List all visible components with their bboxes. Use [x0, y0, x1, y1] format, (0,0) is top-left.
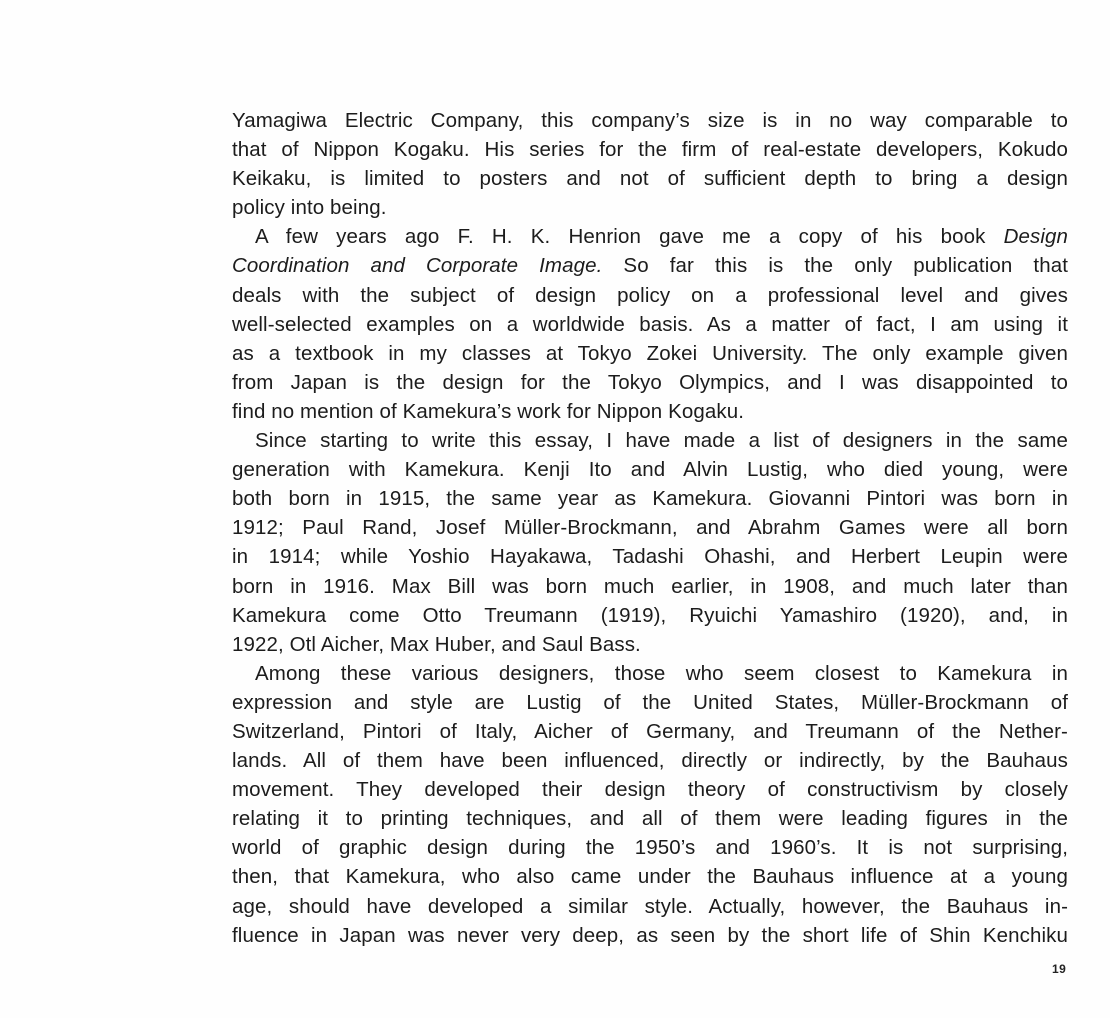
- text-line: in 1914; while Yoshio Hayakawa, Tadashi Ohashi, and Herbert Leupin were: [232, 545, 1068, 569]
- paragraph-4: [232, 659, 1068, 950]
- text-line: Among these various designers, those who seem closest to Kamekura in: [255, 661, 1068, 685]
- text-line: Since starting to write this essay, I have made a list of designers in the same: [255, 429, 1068, 453]
- text-line: Yamagiwa Electric Company, this company’s size is in no way comparable to: [232, 109, 1068, 132]
- text-line: relating it to printing techniques, and all of them were leading figures in the: [232, 807, 1068, 831]
- body-text: [232, 106, 1068, 950]
- text-line: age, should have developed a similar style. Actually, however, the Bauhaus in-: [232, 894, 1068, 918]
- text-line: fluence in Japan was never very deep, as seen by the short life of Shin Kenchiku: [232, 923, 1068, 947]
- text-line: 1912; Paul Rand, Josef Müller-Brockmann, and Abrahm Games were all born: [232, 516, 1068, 540]
- text-line: expression and style are Lustig of the United States, Müller-Brockmann of: [232, 690, 1068, 714]
- text-line: lands. All of them have been influenced, directly or indirectly, by the Bauhaus: [232, 749, 1068, 773]
- text-line: world of graphic design during the 1950’s and 1960’s. It is not surprising,: [232, 836, 1068, 860]
- book-title-italic: Coordination and Corporate Image.: [232, 254, 603, 278]
- text-line: Switzerland, Pintori of Italy, Aicher of Germany, and Treumann of the Nether-: [232, 719, 1068, 743]
- text-line: as a textbook in my classes at Tokyo Zokei University. The only example given: [232, 341, 1068, 365]
- book-title-italic: Design: [1003, 225, 1068, 249]
- text-line: that of Nippon Kogaku. His series for the firm of real-estate developers, Kokudo: [232, 138, 1068, 162]
- text-line: deals with the subject of design policy on a professional level and gives: [232, 283, 1068, 307]
- text-line: movement. They developed their design theory of constructivism by closely: [232, 778, 1068, 802]
- text-line: Coordination and Corporate Image. So far this is the only publication that: [232, 254, 1068, 278]
- text-line: A few years ago F. H. K. Henrion gave me a copy of his book Design: [255, 225, 1068, 249]
- text-line: find no mention of Kamekura’s work for Nippon Kogaku.: [232, 399, 745, 423]
- text-line: from Japan is the design for the Tokyo Olympics, and I was disappointed to: [232, 370, 1068, 394]
- text-line: policy into being.: [232, 196, 387, 220]
- paragraph-3: [232, 426, 1068, 659]
- text-line: both born in 1915, the same year as Kamekura. Giovanni Pintori was born in: [232, 487, 1068, 511]
- text-line: Keikaku, is limited to posters and not of sufficient depth to bring a design: [232, 167, 1068, 191]
- text-line: 1922, Otl Aicher, Max Huber, and Saul Bass.: [232, 632, 641, 656]
- text-line: well-selected examples on a worldwide basis. As a matter of fact, I am using it: [232, 312, 1068, 336]
- page-number: 19: [1052, 962, 1067, 976]
- text-line: generation with Kamekura. Kenji Ito and Alvin Lustig, who died young, were: [232, 458, 1068, 482]
- paragraph-1: [232, 106, 1068, 222]
- text-line: then, that Kamekura, who also came under the Bauhaus influence at a young: [232, 865, 1068, 889]
- text-line: Kamekura come Otto Treumann (1919), Ryuichi Yamashiro (1920), and, in: [232, 603, 1068, 627]
- text-line: born in 1916. Max Bill was born much earlier, in 1908, and much later than: [232, 574, 1068, 598]
- paragraph-2: [232, 222, 1068, 426]
